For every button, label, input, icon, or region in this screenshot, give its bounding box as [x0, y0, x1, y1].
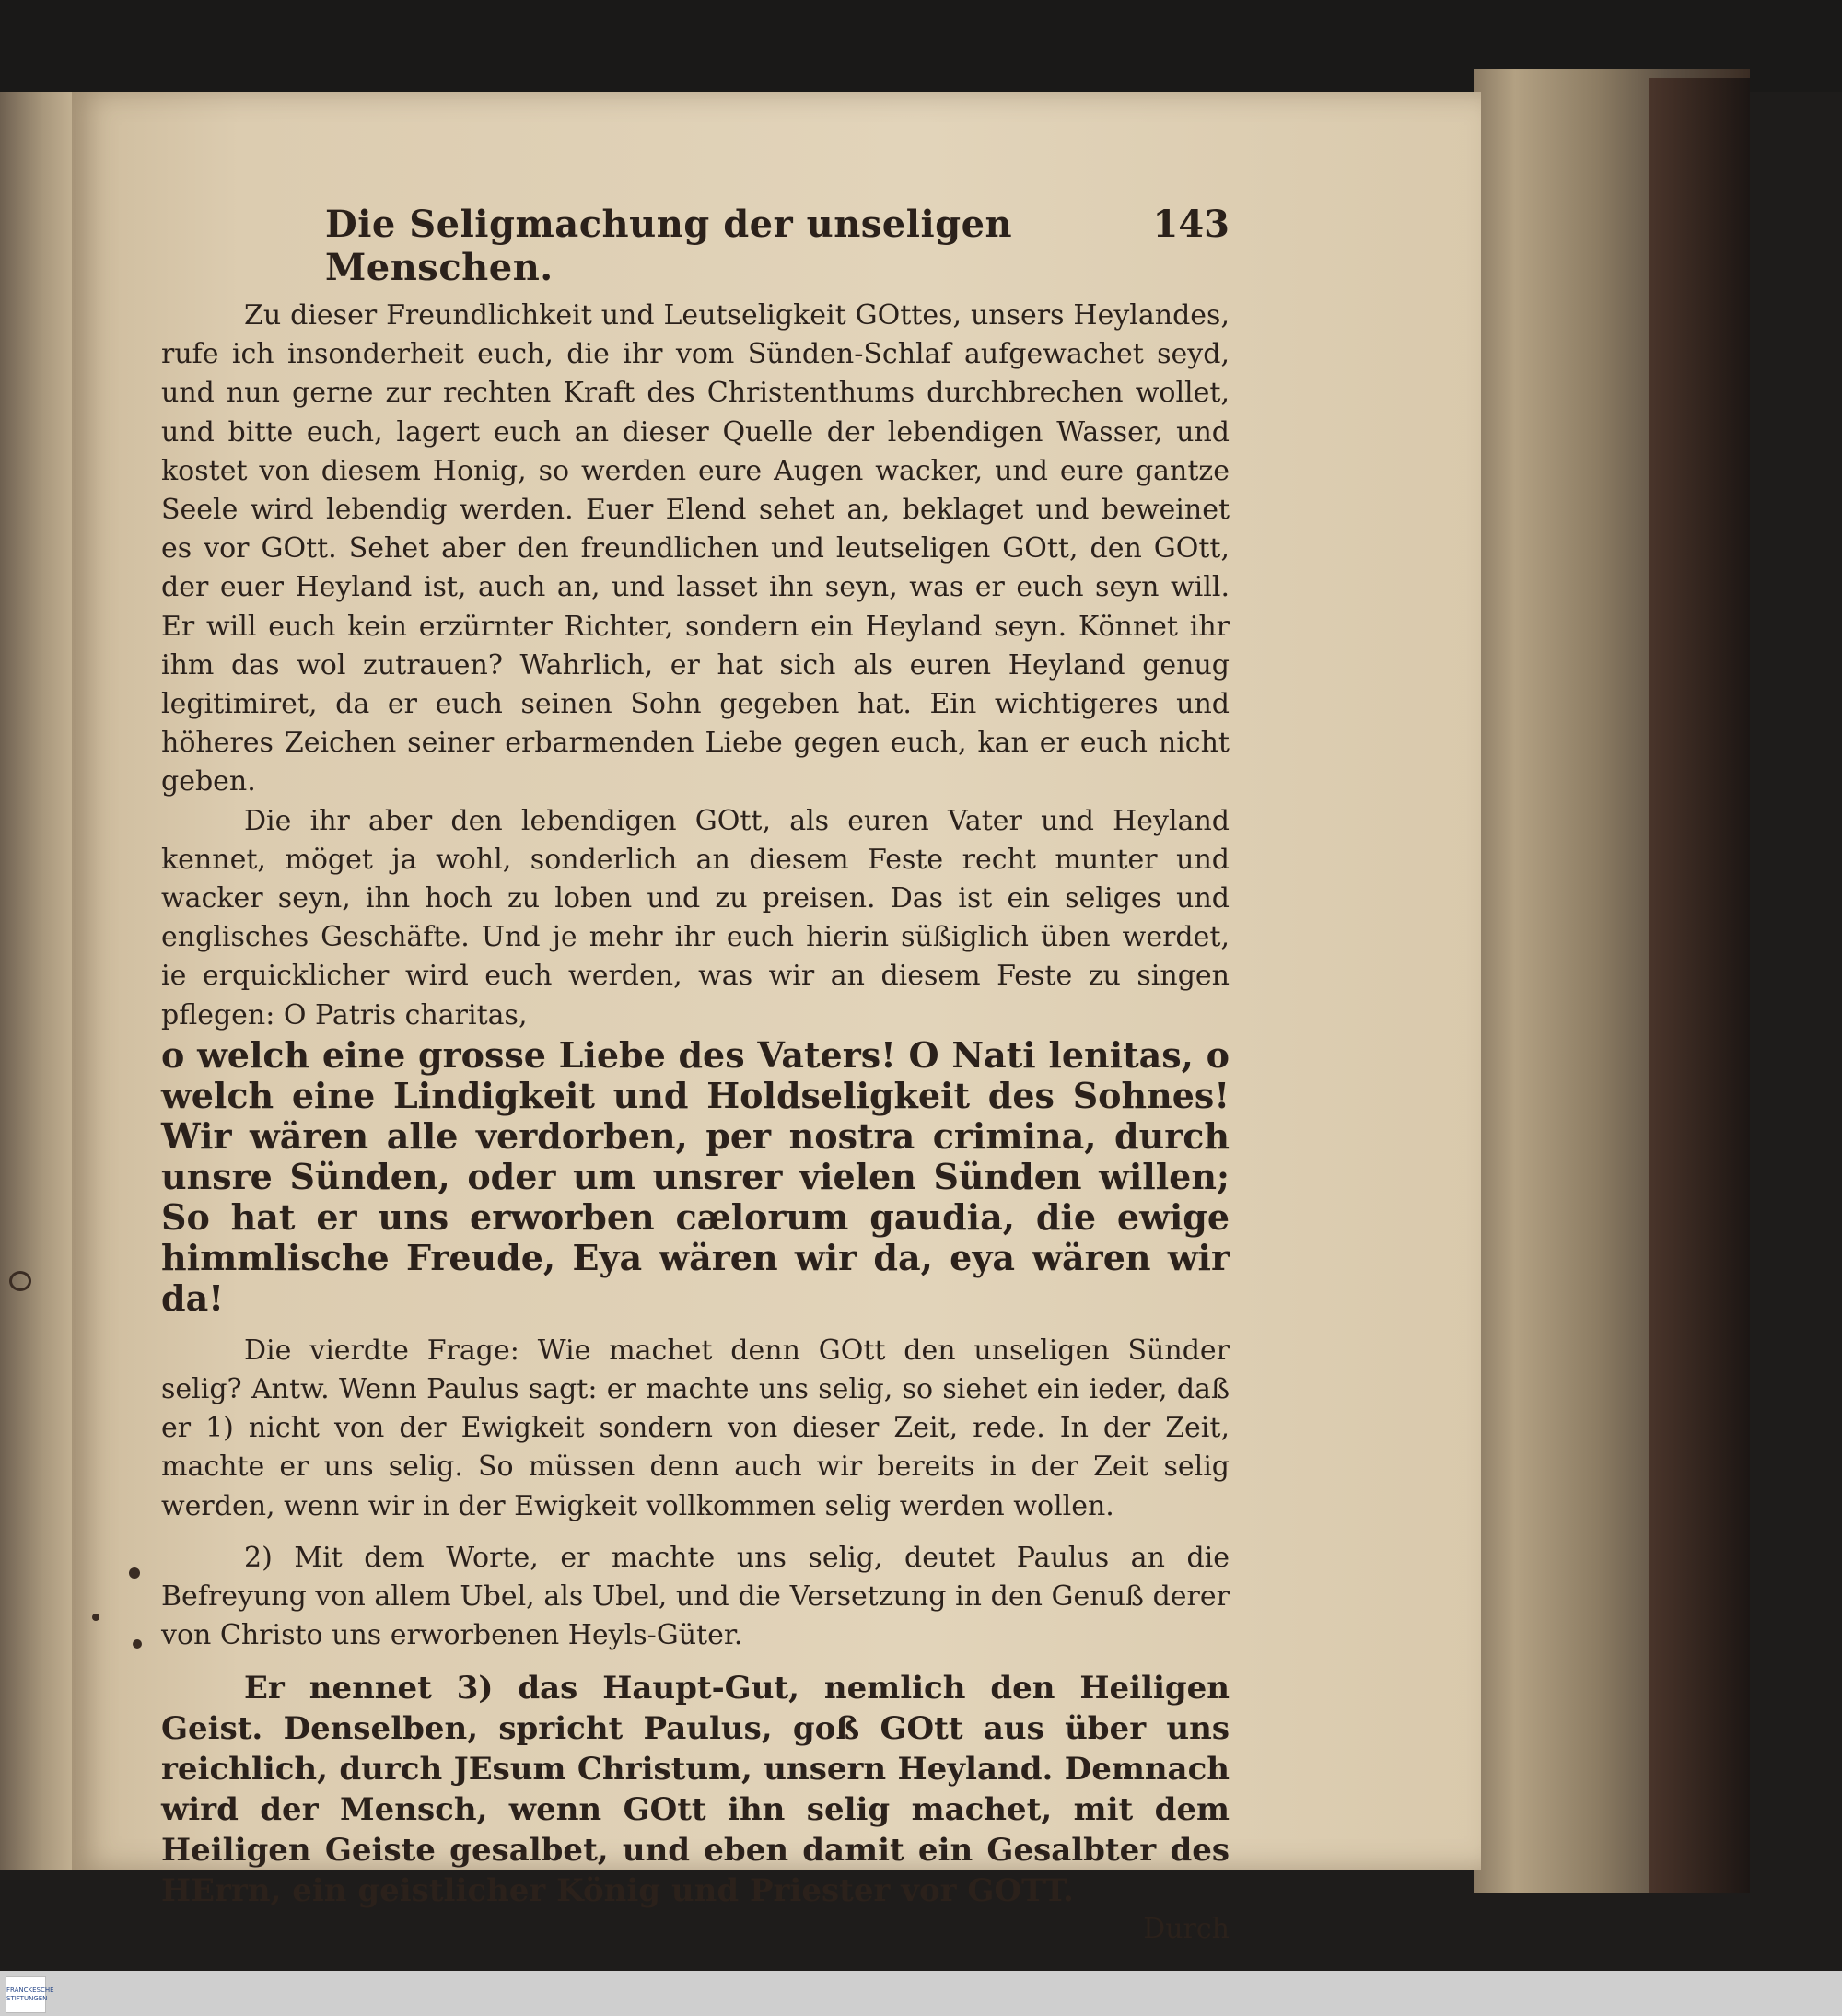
paragraph-1: Zu dieser Freundlichkeit und Leutseligkeit GOttes, unsers Heylandes, rufe ich insonderheit euch, die ihr vom Sünden-Schlaf aufgewachet seyd, und nun gerne zur rechten Kraft des Christenthums durchbrechen wollet, und bitte euch, lagert euch an dieser Quelle der lebendigen Wasser, und kostet von diesem Honig, so werden eure Augen wacker, und eure gantze Seele wird lebendig werden. Euer Elend sehet an, beklaget und beweinet es vor GOtt. Sehet aber den freundlichen und leutseligen GOtt, den GOtt, der euer Heyland ist, auch an, und lasset ihn seyn, was er euch seyn will. Er will euch kein erzürnter Richter, sondern ein Heyland seyn. Könnet ihr ihm das wol zutrauen? Wahrlich, er hat sich als euren Heyland genug legitimiret, da er euch seinen Sohn gegeben hat. Ein wichtigeres und höheres Zeichen seiner erbarmenden Liebe gegen euch, kan er euch nicht geben.: [161, 299, 1230, 798]
paragraph-6: Er nennet 3) das Haupt-Gut, nemlich den Heiligen Geist. Denselben, spricht Paulus, goß GOtt aus über uns reichlich, durch JEsum Christum, unsern Heyland. Demnach wird der Mensch, wenn GOtt ihn selig machet, mit dem Heiligen Geiste gesalbet, und eben damit ein Gesalbter des HErrn, ein geistlicher König und Priester vor GOTT.: [161, 1670, 1230, 1910]
paragraph-5: 2) Mit dem Worte, er machte uns selig, deutet Paulus an die Befreyung von allem Ubel, als Ubel, und die Versetzung in den Genuß derer von Christo uns erworbenen Heyls-Güter.: [161, 1541, 1230, 1652]
catchword: Durch: [1143, 1913, 1230, 1946]
running-header: [325, 203, 1230, 289]
margin-dot: [9, 1271, 31, 1291]
page-number: 143: [1152, 203, 1230, 246]
viewer-footer-bar: [0, 1971, 1842, 2016]
page-text: [161, 203, 1230, 1945]
margin-dot: [133, 1639, 142, 1649]
paragraph-4-question: Die vierdte Frage: Wie machet denn GOtt den unseligen Sünder selig? Antw. Wenn Paulus sagt: er machte uns selig, so siehet ein ieder, daß er 1) nicht von der Ewigkeit sondern von dieser Zeit, rede. In der Zeit, machte er uns selig. So müssen denn auch wir bereits in der Zeit selig werden, wenn wir in der Ewigkeit vollkommen selig werden wollen.: [161, 1334, 1230, 1522]
margin-dot: [92, 1614, 99, 1621]
running-title: Die Seligmachung der unseligen Menschen.: [325, 203, 1013, 289]
facing-page-edge: [0, 92, 78, 1870]
library-logo: FRANCKESCHE STIFTUNGEN: [6, 1976, 46, 2013]
book-cover-edge: [1649, 78, 1750, 1893]
paragraph-2: Die ihr aber den lebendigen GOtt, als euren Vater und Heyland kennet, möget ja wohl, sonderlich an diesem Feste recht munter und wacker seyn, ihn hoch zu loben und zu preisen. Das ist ein seliges und englisches Geschäfte. Und je mehr ihr euch hierin süßiglich üben werdet, ie erquicklicher wird euch werden, was wir an diesem Feste zu singen pflegen: O Patris charitas,: [161, 804, 1230, 1031]
margin-dot: [129, 1567, 140, 1579]
paragraph-3-hymn: o welch eine grosse Liebe des Vaters! O Nati lenitas, o welch eine Lindigkeit und Holdseligkeit des Sohnes! Wir wären alle verdorben, per nostra crimina, durch unsre Sünden, oder um unsrer vielen Sünden willen; So hat er uns erworben cælorum gaudia, die ewige himmlische Freude, Eya wären wir da, eya wären wir da!: [161, 1033, 1230, 1319]
